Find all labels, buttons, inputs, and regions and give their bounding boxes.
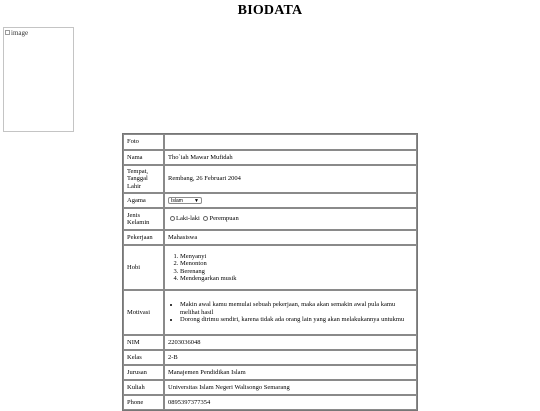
row-value-phone: 0895397377354 xyxy=(164,395,417,410)
row-label-agama: Agama xyxy=(123,193,164,208)
list-item: 1. Menyanyi xyxy=(180,253,413,260)
image-alt-text: image xyxy=(11,29,29,37)
row-label-kuliah: Kuliah xyxy=(123,380,164,395)
radio-perempuan[interactable] xyxy=(203,216,208,221)
table-row-foto xyxy=(123,134,417,150)
table-row-jurusan xyxy=(123,365,417,380)
broken-image-icon xyxy=(5,30,10,35)
list-item: 2. Menonton xyxy=(180,260,413,267)
row-value-pekerjaan: Mahasiswa xyxy=(164,230,417,245)
agama-select-value: Islam xyxy=(171,197,183,204)
row-label-pekerjaan: Pekerjaan xyxy=(123,230,164,245)
row-value-foto xyxy=(164,134,417,150)
table-row-agama xyxy=(123,193,417,208)
row-label-jenis-kelamin: Jenis Kelamin xyxy=(123,208,164,230)
radio-label-laki-laki: Laki-laki xyxy=(176,215,200,223)
row-label-kelas: Kelas xyxy=(123,350,164,365)
row-value-motivasi xyxy=(164,290,417,335)
chevron-down-icon: ▼ xyxy=(194,197,199,204)
motivasi-list xyxy=(168,301,413,323)
list-item: • Dorong dirimu sendiri, karena tidak ada orang lain yang akan melakukannya untukmu xyxy=(180,316,413,323)
table-row-hobi xyxy=(123,245,417,290)
biodata-table xyxy=(122,133,418,411)
row-label-ttl: Tempat, Tanggal Lahir xyxy=(123,165,164,193)
row-value-jurusan: Manajemen Pendidikan Islam xyxy=(164,365,417,380)
row-label-nama: Nama xyxy=(123,150,164,165)
row-value-kelas: 2-B xyxy=(164,350,417,365)
profile-image xyxy=(3,27,74,132)
table-row-nim xyxy=(123,335,417,350)
page-title: BIODATA xyxy=(237,3,303,18)
radio-laki-laki[interactable] xyxy=(170,216,175,221)
row-label-nim: NIM xyxy=(123,335,164,350)
row-label-jurusan: Jurusan xyxy=(123,365,164,380)
table-row-jenis-kelamin xyxy=(123,208,417,230)
table-row-kelas xyxy=(123,350,417,365)
table-row-nama xyxy=(123,150,417,165)
list-item: 3. Berenang xyxy=(180,268,413,275)
row-value-kuliah: Universitas Islam Negeri Walisongo Semarang xyxy=(164,380,417,395)
table-row-kuliah xyxy=(123,380,417,395)
table-row-motivasi xyxy=(123,290,417,335)
agama-select[interactable] xyxy=(168,197,202,204)
table-row-pekerjaan xyxy=(123,230,417,245)
radio-label-perempuan: Perempuan xyxy=(209,215,239,223)
row-label-foto: Foto xyxy=(123,134,164,150)
hobi-list xyxy=(168,253,413,283)
row-value-ttl: Rembang, 26 Februari 2004 xyxy=(164,165,417,193)
row-label-hobi: Hobi xyxy=(123,245,164,290)
row-label-phone: Phone xyxy=(123,395,164,410)
row-value-nim: 2203036048 xyxy=(164,335,417,350)
table-row-phone xyxy=(123,395,417,410)
row-label-motivasi: Motivasi xyxy=(123,290,164,335)
row-value-agama xyxy=(164,193,417,208)
row-value-jenis-kelamin xyxy=(164,208,417,230)
row-value-hobi xyxy=(164,245,417,290)
table-row-ttl xyxy=(123,165,417,193)
list-item: • Makin awal kamu memulai sebuah pekerjaan, maka akan semakin awal pula kamu melihat hasil xyxy=(180,301,413,316)
list-item: 4. Mendengarkan musik xyxy=(180,275,413,282)
row-value-nama: Tho`iah Mawar Mufidah xyxy=(164,150,417,165)
